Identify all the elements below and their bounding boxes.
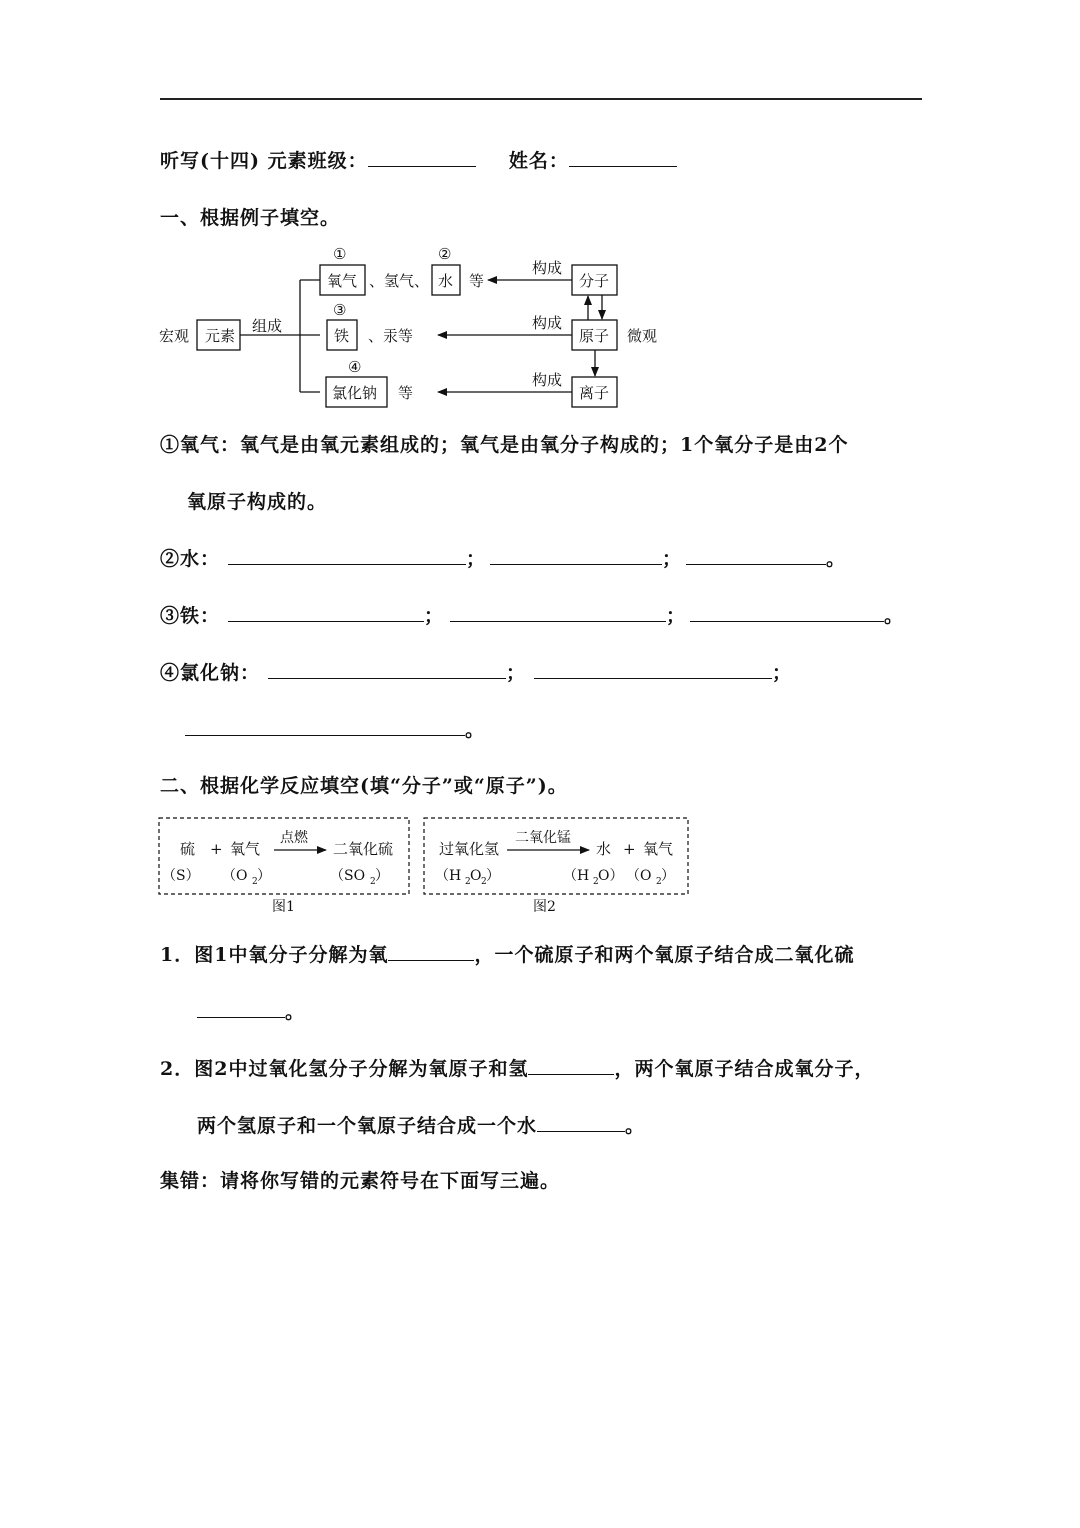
item3-label: ③铁：: [160, 605, 221, 627]
element-label: 元素: [205, 327, 236, 345]
name-label: 姓名：: [508, 150, 569, 172]
q1-text-b: ，一个硫原子和两个氧原子结合成二氧化硫: [474, 944, 855, 966]
subscript-2: 2: [656, 877, 662, 887]
question2-line1: [160, 1054, 874, 1081]
period: 。: [884, 605, 905, 627]
figure1-caption: 图1: [272, 899, 295, 915]
question1-line2: [197, 997, 305, 1024]
catalyst-label: 二氧化锰: [515, 830, 571, 846]
sulfur-label: 硫: [180, 840, 196, 858]
subscript-2: 2: [481, 877, 487, 887]
formula-o2-open: （O: [626, 868, 652, 884]
atom-label: 原子: [579, 327, 610, 345]
period: 。: [465, 719, 486, 741]
semicolon: ；: [662, 548, 683, 570]
macro-label: 宏观: [159, 327, 190, 345]
item1-line2: 氧原子构成的。: [187, 491, 328, 513]
q1-blank-2[interactable]: [197, 997, 285, 1018]
semicolon: ；: [424, 605, 445, 627]
semicolon: ；: [666, 605, 687, 627]
molecule-label: 分子: [579, 272, 610, 290]
nacl-blank-3[interactable]: [185, 715, 465, 736]
q2-text-b: ，两个氧原子结合成氧分子，: [614, 1058, 875, 1080]
class-blank[interactable]: [368, 146, 476, 167]
compose-label: 组成: [252, 317, 283, 335]
water-blank-3[interactable]: [686, 544, 826, 565]
q2-blank-2[interactable]: [537, 1111, 625, 1132]
micro-label: 微观: [627, 327, 658, 345]
subscript-2: 2: [593, 877, 599, 887]
formula-h2o-o: O）: [598, 868, 624, 884]
period: 。: [826, 548, 847, 570]
q2-text-c: 两个氢原子和一个氧原子结合成一个水: [197, 1115, 538, 1137]
formula-s: （S）: [162, 868, 200, 884]
nacl-blank-1[interactable]: [268, 658, 506, 679]
item4-row2: [185, 715, 485, 742]
figure-2: [423, 817, 691, 917]
name-blank[interactable]: [569, 146, 677, 167]
fig1-oxygen-label: 氧气: [230, 840, 261, 858]
item4-row: [160, 658, 792, 685]
formula-h2o2-h: （H: [435, 868, 462, 884]
q2-blank-1[interactable]: [528, 1054, 614, 1075]
item1-line1: ①氧气：氧气是由氧元素组成的；氧气是由氧分子构成的；1个氧分子是由2个: [160, 434, 849, 456]
figure2-caption: 图2: [533, 899, 556, 915]
q2-text-a: 2．图2中过氧化氢分子分解为氧原子和氢: [160, 1058, 529, 1080]
formula-so2-open: （SO: [330, 868, 366, 884]
period: 。: [285, 1001, 306, 1023]
so2-name: 二氧化硫: [333, 840, 394, 858]
nacl-label: 氯化钠: [332, 384, 378, 402]
worksheet-title: 听写(十四) 元素班级：: [160, 150, 368, 172]
iron-blank-1[interactable]: [228, 601, 424, 622]
circled-2: ②: [438, 245, 452, 263]
semicolon: ；: [506, 662, 527, 684]
form-label-3: 构成: [532, 371, 563, 389]
formula-close: ）: [486, 868, 500, 884]
water-label: 水: [438, 272, 454, 290]
period: 。: [625, 1115, 646, 1137]
subscript-2: 2: [465, 877, 471, 887]
mercury-text: 、汞等: [368, 327, 414, 345]
formula-h2o-h: （H: [563, 868, 590, 884]
item2-row: [160, 544, 846, 571]
question2-line2: [197, 1111, 645, 1138]
h2o2-name: 过氧化氢: [439, 840, 500, 858]
formula-h2o2-o: O: [470, 868, 482, 884]
worksheet-header: [160, 146, 677, 173]
figure-1: [158, 817, 410, 917]
item4-label: ④氯化钠：: [160, 662, 261, 684]
circled-4: ④: [348, 358, 362, 376]
hydrogen-text: 、氢气、: [369, 272, 430, 290]
plus-sign: +: [210, 840, 223, 858]
semicolon: ；: [772, 662, 793, 684]
collect-errors-instruction: 集错：请将你写错的元素符号在下面写三遍。: [160, 1170, 561, 1192]
etc-label-1: 等: [469, 272, 485, 290]
iron-blank-2[interactable]: [450, 601, 666, 622]
iron-label: 铁: [334, 327, 350, 345]
fig2-oxygen-label: 氧气: [643, 840, 674, 858]
element-composition-diagram: [150, 240, 690, 412]
semicolon: ；: [466, 548, 487, 570]
fig2-water-label: 水: [596, 840, 612, 858]
nacl-blank-2[interactable]: [534, 658, 772, 679]
question1-line1: [160, 940, 854, 967]
q1-text-a: 1．图1中氧分子分解为氧: [160, 944, 389, 966]
item3-row: [160, 601, 904, 628]
section2-heading: 二、根据化学反应填空(填“分子”或“原子”)。: [160, 775, 568, 797]
formula-o2-open: （O: [222, 868, 248, 884]
top-rule: [160, 98, 922, 100]
ion-label: 离子: [579, 384, 610, 402]
etc-label-2: 等: [398, 384, 414, 402]
subscript-2: 2: [252, 877, 258, 887]
iron-blank-3[interactable]: [690, 601, 884, 622]
q1-blank-1[interactable]: [388, 940, 474, 961]
subscript-2: 2: [370, 877, 376, 887]
formula-close: ）: [375, 868, 389, 884]
water-blank-2[interactable]: [490, 544, 662, 565]
form-label-1: 构成: [532, 259, 563, 277]
formula-close: ）: [661, 868, 675, 884]
formula-close: ）: [257, 868, 271, 884]
item2-label: ②水：: [160, 548, 221, 570]
ignite-label: 点燃: [280, 830, 308, 846]
circled-1: ①: [333, 245, 347, 263]
section1-heading: 一、根据例子填空。: [160, 207, 341, 229]
form-label-2: 构成: [532, 314, 563, 332]
circled-3: ③: [333, 301, 347, 319]
water-blank-1[interactable]: [228, 544, 466, 565]
oxygen-label: 氧气: [327, 272, 358, 290]
plus-sign: +: [623, 840, 636, 858]
